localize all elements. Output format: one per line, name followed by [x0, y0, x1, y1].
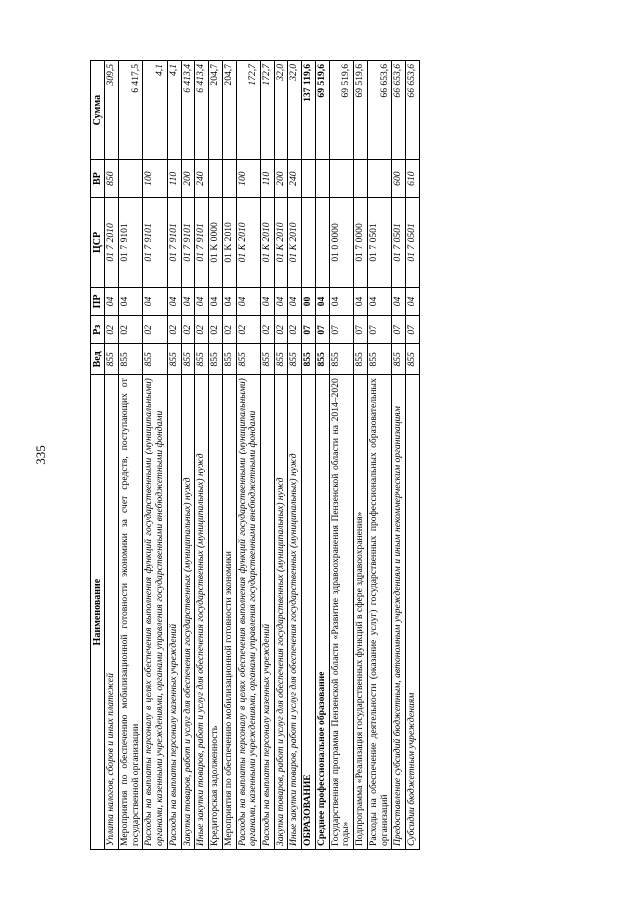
cell-sum: 172,7	[261, 61, 275, 160]
cell-ved: 855	[181, 344, 195, 375]
cell-rz: 07	[367, 316, 391, 344]
cell-name: Предоставление субсидий бюджетным, автономным учреждениям и иным некоммерческим организациям	[392, 375, 406, 850]
cell-pr: 04	[406, 287, 420, 315]
table-row	[392, 61, 406, 850]
cell-name: Субсидии бюджетным учреждениям	[406, 375, 420, 850]
header-ved: Вед	[91, 344, 105, 375]
cell-vr: 200	[274, 160, 288, 198]
cell-vr: 610	[406, 160, 420, 198]
cell-ved: 855	[354, 344, 368, 375]
cell-vr	[367, 160, 391, 198]
cell-name: Мероприятия по обеспечению мобилизационной готовности экономики за счет средств, поступающих от государственной организации	[118, 375, 142, 850]
cell-sum: 6 417,5	[118, 61, 142, 160]
cell-pr: 04	[222, 287, 236, 315]
cell-rz: 07	[406, 316, 420, 344]
cell-csr: 01 7 9101	[167, 198, 181, 288]
cell-rz: 02	[143, 316, 167, 344]
cell-ved: 855	[315, 344, 329, 375]
cell-sum: 4,1	[167, 61, 181, 160]
cell-csr	[315, 198, 329, 288]
cell-csr: 01 7 0501	[367, 198, 391, 288]
cell-pr: 04	[315, 287, 329, 315]
cell-pr: 04	[329, 287, 353, 315]
cell-vr: 100	[236, 160, 260, 198]
cell-csr: 01 7 9101	[181, 198, 195, 288]
cell-rz: 07	[302, 316, 316, 344]
cell-name: Мероприятия по обеспечению мобилизационной готовности экономики	[222, 375, 236, 850]
cell-vr	[118, 160, 142, 198]
cell-pr: 04	[288, 287, 302, 315]
table-row	[181, 61, 195, 850]
cell-name: Иные закупки товаров, работ и услуг для обеспечения государственных (муниципальных) нужд	[288, 375, 302, 850]
cell-rz: 02	[288, 316, 302, 344]
cell-pr: 04	[195, 287, 209, 315]
table-row	[274, 61, 288, 850]
cell-vr	[354, 160, 368, 198]
table-row	[143, 61, 167, 850]
cell-csr	[302, 198, 316, 288]
cell-name: Кредиторская задолженность	[209, 375, 223, 850]
cell-sum: 6 413,4	[195, 61, 209, 160]
table-row	[118, 61, 142, 850]
cell-ved: 855	[209, 344, 223, 375]
header-sum: Сумма	[91, 61, 105, 160]
header-pr: ПР	[91, 287, 105, 315]
cell-ved: 855	[392, 344, 406, 375]
cell-csr: 01 K 2010	[288, 198, 302, 288]
table-row	[302, 61, 316, 850]
cell-name: Закупка товаров, работ и услуг для обеспечения государственных (муниципальных) нужд	[274, 375, 288, 850]
cell-csr: 01 0 0000	[329, 198, 353, 288]
cell-pr: 04	[274, 287, 288, 315]
cell-rz: 02	[118, 316, 142, 344]
cell-ved: 855	[222, 344, 236, 375]
cell-csr: 01 K 2010	[236, 198, 260, 288]
cell-sum: 69 519,6	[329, 61, 353, 160]
table-row	[236, 61, 260, 850]
cell-csr: 01 K 0000	[209, 198, 223, 288]
cell-rz: 02	[181, 316, 195, 344]
cell-vr: 850	[105, 160, 119, 198]
cell-ved: 855	[167, 344, 181, 375]
cell-rz: 02	[236, 316, 260, 344]
cell-name: Государственная программа Пензенской области «Развитие здравоохранения Пензенской области на 2014–2020 годы»	[329, 375, 353, 850]
cell-sum: 69 519,6	[315, 61, 329, 160]
cell-pr: 04	[354, 287, 368, 315]
cell-name: Закупка товаров, работ и услуг для обеспечения государственных (муниципальных) нужд	[181, 375, 195, 850]
cell-vr: 200	[181, 160, 195, 198]
cell-vr	[222, 160, 236, 198]
table-body	[105, 61, 420, 850]
cell-sum: 6 413,4	[181, 61, 195, 160]
cell-sum: 204,7	[209, 61, 223, 160]
cell-name: Среднее профессиональное образование	[315, 375, 329, 850]
header-csr: ЦСР	[91, 198, 105, 288]
cell-vr: 600	[392, 160, 406, 198]
table-row	[354, 61, 368, 850]
cell-vr	[315, 160, 329, 198]
cell-pr: 04	[143, 287, 167, 315]
cell-name: Подпрограмма «Реализация государственных функций в сфере здравоохранения»	[354, 375, 368, 850]
cell-pr: 04	[209, 287, 223, 315]
cell-vr: 240	[288, 160, 302, 198]
table-row	[167, 61, 181, 850]
table-row	[406, 61, 420, 850]
cell-sum: 4,1	[143, 61, 167, 160]
table-row	[329, 61, 353, 850]
cell-vr: 110	[261, 160, 275, 198]
cell-rz: 02	[209, 316, 223, 344]
cell-pr: 04	[118, 287, 142, 315]
cell-csr: 01 K 2010	[222, 198, 236, 288]
header-rz: Рз	[91, 316, 105, 344]
cell-sum: 137 119,6	[302, 61, 316, 160]
cell-sum: 204,7	[222, 61, 236, 160]
cell-rz: 02	[105, 316, 119, 344]
cell-ved: 855	[105, 344, 119, 375]
cell-pr: 04	[181, 287, 195, 315]
cell-ved: 855	[406, 344, 420, 375]
cell-csr: 01 K 2010	[274, 198, 288, 288]
table-row	[288, 61, 302, 850]
cell-ved: 855	[118, 344, 142, 375]
cell-name: Расходы на выплаты персоналу в целях обеспечения выполнения функций государственными (муниципальными) органами, казенными учреждениями, органами управления государственными внебюджетными фондами	[143, 375, 167, 850]
cell-vr: 110	[167, 160, 181, 198]
cell-ved: 855	[329, 344, 353, 375]
cell-name: Расходы на выплаты персоналу в целях обеспечения выполнения функций государственными (муниципальными) органами, казенными учреждениями, органами управления государственными внебюджетными фондами	[236, 375, 260, 850]
cell-pr: 04	[167, 287, 181, 315]
cell-name: Иные закупки товаров, работ и услуг для обеспечения государственных (муниципальных) нужд	[195, 375, 209, 850]
header-vr: ВР	[91, 160, 105, 198]
cell-csr: 01 7 0501	[406, 198, 420, 288]
cell-sum: 69 519,6	[354, 61, 368, 160]
cell-csr: 01 K 2010	[261, 198, 275, 288]
table-row	[367, 61, 391, 850]
table-row	[195, 61, 209, 850]
cell-sum: 66 653,6	[406, 61, 420, 160]
budget-table	[90, 60, 420, 850]
cell-csr: 01 7 0000	[354, 198, 368, 288]
cell-vr: 100	[143, 160, 167, 198]
cell-vr	[302, 160, 316, 198]
cell-ved: 855	[274, 344, 288, 375]
cell-sum: 32,0	[288, 61, 302, 160]
cell-csr: 01 7 2010	[105, 198, 119, 288]
cell-csr: 01 7 9101	[118, 198, 142, 288]
cell-rz: 07	[315, 316, 329, 344]
cell-ved: 855	[195, 344, 209, 375]
cell-pr: 04	[392, 287, 406, 315]
table-row	[261, 61, 275, 850]
cell-rz: 02	[222, 316, 236, 344]
cell-vr	[329, 160, 353, 198]
cell-ved: 855	[367, 344, 391, 375]
cell-rz: 02	[274, 316, 288, 344]
cell-csr: 01 7 0501	[392, 198, 406, 288]
header-name: Наименование	[91, 375, 105, 850]
cell-pr: 04	[105, 287, 119, 315]
cell-name: Расходы на обеспечение деятельности (оказание услуг) государственных профессиональных образовательных организаций	[367, 375, 391, 850]
cell-ved: 855	[143, 344, 167, 375]
cell-sum: 32,0	[274, 61, 288, 160]
cell-ved: 855	[261, 344, 275, 375]
cell-sum: 66 653,6	[392, 61, 406, 160]
table-row	[315, 61, 329, 850]
cell-rz: 02	[261, 316, 275, 344]
cell-name: Уплата налогов, сборов и иных платежей	[105, 375, 119, 850]
cell-name: Расходы на выплаты персоналу казенных учреждений	[261, 375, 275, 850]
cell-ved: 855	[236, 344, 260, 375]
cell-name: Расходы на выплаты персоналу казенных учреждений	[167, 375, 181, 850]
rotated-page-content	[90, 60, 420, 850]
cell-csr: 01 7 9101	[143, 198, 167, 288]
cell-ved: 855	[302, 344, 316, 375]
table-row	[105, 61, 119, 850]
cell-csr: 01 7 9101	[195, 198, 209, 288]
cell-pr: 04	[236, 287, 260, 315]
table-row	[222, 61, 236, 850]
cell-pr: 04	[367, 287, 391, 315]
cell-sum: 309,5	[105, 61, 119, 160]
cell-vr: 240	[195, 160, 209, 198]
cell-sum: 172,7	[236, 61, 260, 160]
table-header-row	[91, 61, 105, 850]
cell-rz: 07	[392, 316, 406, 344]
table-row	[209, 61, 223, 850]
cell-name: ОБРАЗОВАНИЕ	[302, 375, 316, 850]
cell-pr: 00	[302, 287, 316, 315]
cell-rz: 02	[167, 316, 181, 344]
cell-rz: 07	[354, 316, 368, 344]
cell-pr: 04	[261, 287, 275, 315]
cell-ved: 855	[288, 344, 302, 375]
page-number: 335	[32, 445, 48, 465]
cell-vr	[209, 160, 223, 198]
cell-rz: 02	[195, 316, 209, 344]
cell-sum: 66 653,6	[367, 61, 391, 160]
cell-rz: 07	[329, 316, 353, 344]
